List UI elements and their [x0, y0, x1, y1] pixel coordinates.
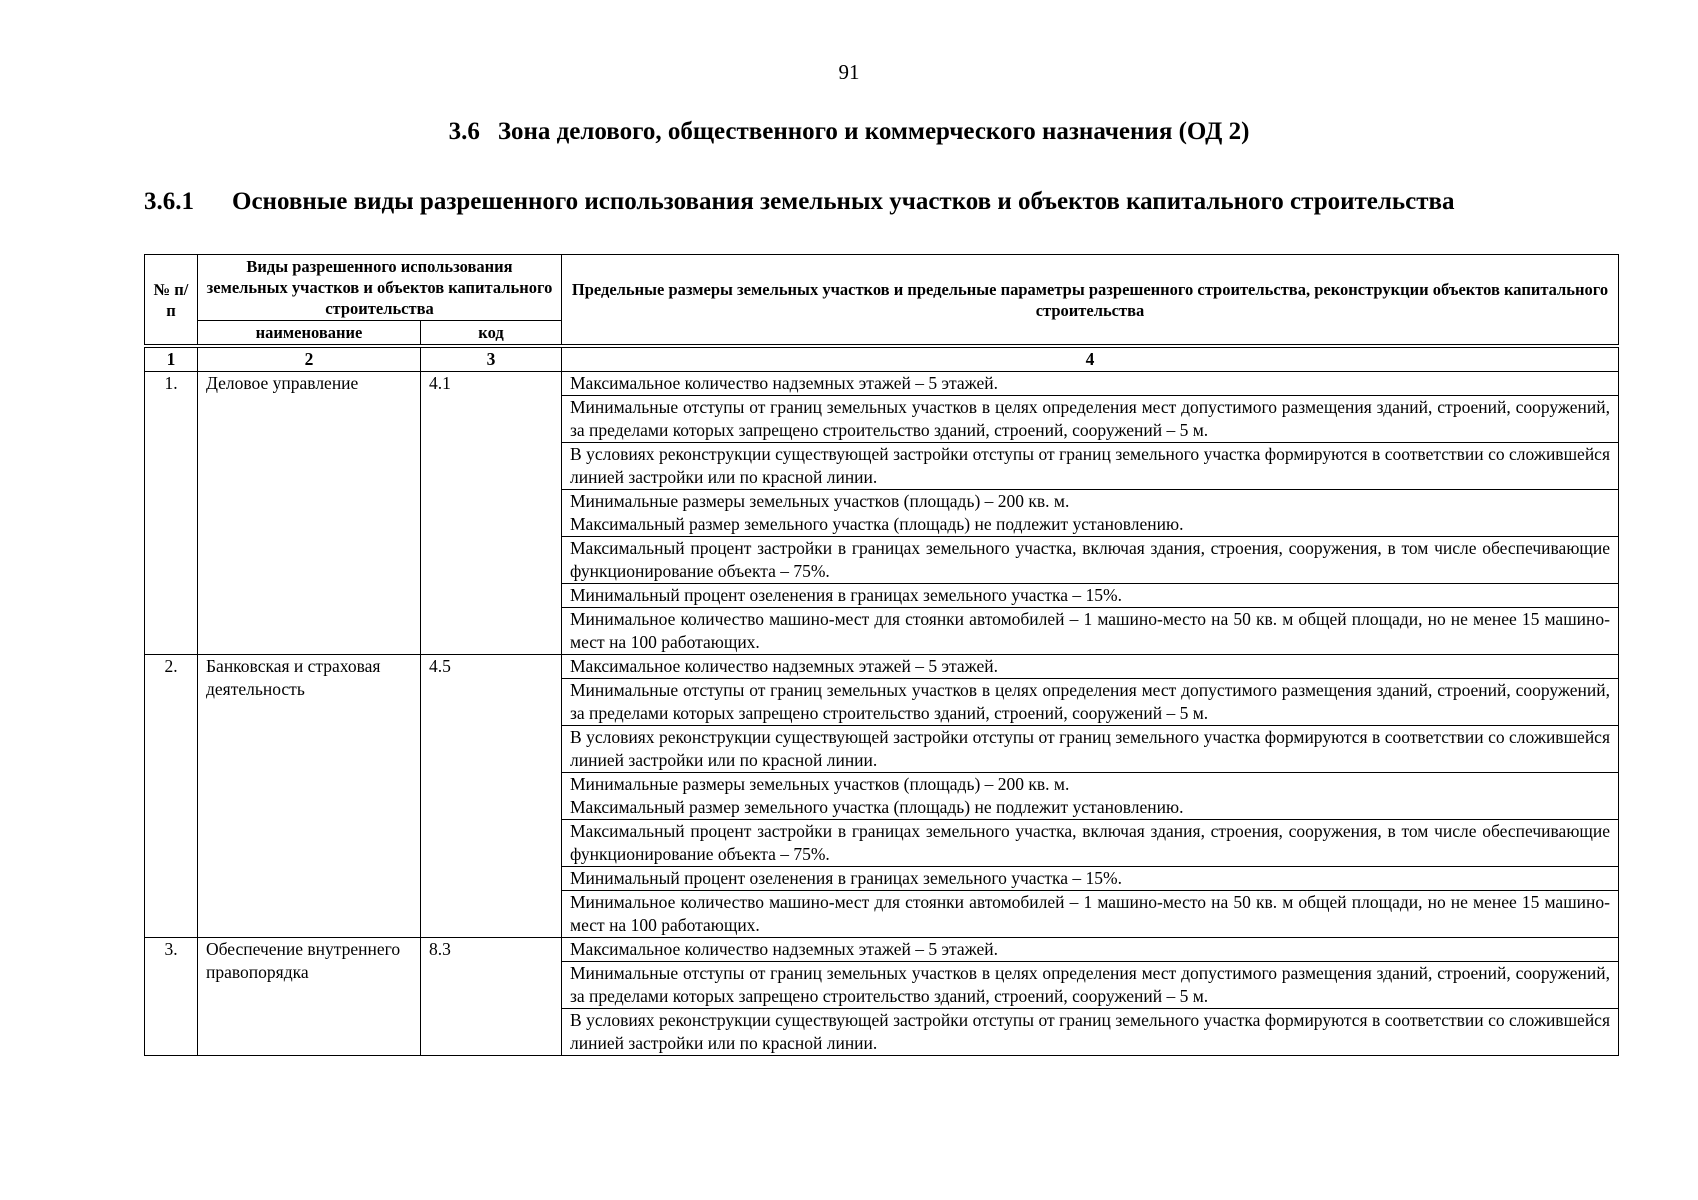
parameter-cell	[562, 396, 1619, 443]
use-code: 4.5	[421, 655, 562, 938]
parameter-cell	[562, 820, 1619, 867]
subsection-title-text: Основные виды разрешенного использования земельных участков и объектов капитального строительства	[232, 188, 1455, 215]
row-number: 3.	[145, 938, 198, 1056]
header-use-types: Виды разрешенного использования земельных участков и объектов капитального строительства	[198, 255, 562, 321]
parameter-text: Максимальный размер земельного участка (площадь) не подлежит установлению.	[570, 797, 1184, 817]
column-index: 3	[421, 348, 562, 372]
parameter-cell	[562, 443, 1619, 490]
header-no: № п/п	[145, 255, 198, 345]
parameter-cell	[562, 891, 1619, 938]
subsection-title	[144, 188, 1634, 216]
row-number: 1.	[145, 372, 198, 655]
regulations-table	[144, 254, 1619, 1056]
parameter-text: В условиях реконструкции существующей застройки отступы от границ земельного участка формируются в соответствии со сложившейся линией застройки или по красной линии.	[570, 444, 1610, 487]
parameter-text: Максимальный процент застройки в границах земельного участка, включая здания, строения, сооружения, в том числе обеспечивающие функционирование объекта – 75%.	[570, 821, 1610, 864]
table-row	[145, 372, 1619, 396]
parameter-cell	[562, 962, 1619, 1009]
parameter-cell	[562, 773, 1619, 820]
section-number: 3.6	[448, 118, 480, 145]
parameter-text: Минимальный процент озеленения в границах земельного участка – 15%.	[570, 585, 1122, 605]
subsection-number: 3.6.1	[144, 188, 194, 215]
table-row	[145, 938, 1619, 962]
parameter-text: Минимальные размеры земельных участков (площадь) – 200 кв. м.	[570, 774, 1070, 794]
parameter-text: Максимальное количество надземных этажей – 5 этажей.	[570, 656, 999, 676]
use-code: 8.3	[421, 938, 562, 1056]
parameter-cell	[562, 655, 1619, 679]
use-code: 4.1	[421, 372, 562, 655]
column-index: 2	[198, 348, 421, 372]
parameter-text: В условиях реконструкции существующей застройки отступы от границ земельного участка формируются в соответствии со сложившейся линией застройки или по красной линии.	[570, 1010, 1610, 1053]
parameter-text: В условиях реконструкции существующей застройки отступы от границ земельного участка формируются в соответствии со сложившейся линией застройки или по красной линии.	[570, 727, 1610, 770]
header-params: Предельные размеры земельных участков и предельные параметры разрешенного строительства, реконструкции объектов капитального строительства	[562, 255, 1619, 345]
parameter-cell	[562, 608, 1619, 655]
parameter-cell	[562, 867, 1619, 891]
use-name: Обеспечение внутреннего правопорядка	[198, 938, 421, 1056]
parameter-cell	[562, 679, 1619, 726]
column-index: 1	[145, 348, 198, 372]
parameter-text: Минимальные отступы от границ земельных участков в целях определения мест допустимого размещения зданий, строений, сооружений, за пределами которых запрещено строительство зданий, строений, сооружений – 5 м.	[570, 397, 1610, 440]
header-code: код	[421, 321, 562, 345]
column-index: 4	[562, 348, 1619, 372]
parameter-text: Максимальный размер земельного участка (площадь) не подлежит установлению.	[570, 514, 1184, 534]
parameter-cell	[562, 938, 1619, 962]
parameter-cell	[562, 726, 1619, 773]
header-name: наименование	[198, 321, 421, 345]
parameter-text: Минимальные размеры земельных участков (площадь) – 200 кв. м.	[570, 491, 1070, 511]
parameter-cell	[562, 537, 1619, 584]
use-name: Банковская и страховая деятельность	[198, 655, 421, 938]
row-number: 2.	[145, 655, 198, 938]
table-body	[145, 345, 1619, 1056]
parameter-text: Максимальное количество надземных этажей – 5 этажей.	[570, 373, 999, 393]
page-number: 91	[838, 60, 860, 84]
table-header	[145, 255, 1619, 345]
parameter-cell	[562, 584, 1619, 608]
table-row	[145, 655, 1619, 679]
parameter-cell	[562, 1009, 1619, 1056]
parameter-text: Минимальное количество машино-мест для стоянки автомобилей – 1 машино-место на 50 кв. м общей площади, но не менее 15 машино-мест на 100 работающих.	[570, 609, 1610, 652]
parameter-text: Максимальное количество надземных этажей – 5 этажей.	[570, 939, 999, 959]
parameter-text: Минимальные отступы от границ земельных участков в целях определения мест допустимого размещения зданий, строений, сооружений, за пределами которых запрещено строительство зданий, строений, сооружений – 5 м.	[570, 963, 1610, 1006]
parameter-cell	[562, 372, 1619, 396]
section-title	[0, 118, 1698, 146]
parameter-text: Максимальный процент застройки в границах земельного участка, включая здания, строения, сооружения, в том числе обеспечивающие функционирование объекта – 75%.	[570, 538, 1610, 581]
parameter-text: Минимальные отступы от границ земельных участков в целях определения мест допустимого размещения зданий, строений, сооружений, за пределами которых запрещено строительство зданий, строений, сооружений – 5 м.	[570, 680, 1610, 723]
parameter-text: Минимальный процент озеленения в границах земельного участка – 15%.	[570, 868, 1122, 888]
column-index-row	[145, 348, 1619, 372]
parameter-text: Минимальное количество машино-мест для стоянки автомобилей – 1 машино-место на 50 кв. м общей площади, но не менее 15 машино-мест на 100 работающих.	[570, 892, 1610, 935]
section-title-text: Зона делового, общественного и коммерческого назначения (ОД 2)	[497, 118, 1250, 145]
use-name: Деловое управление	[198, 372, 421, 655]
parameter-cell	[562, 490, 1619, 537]
